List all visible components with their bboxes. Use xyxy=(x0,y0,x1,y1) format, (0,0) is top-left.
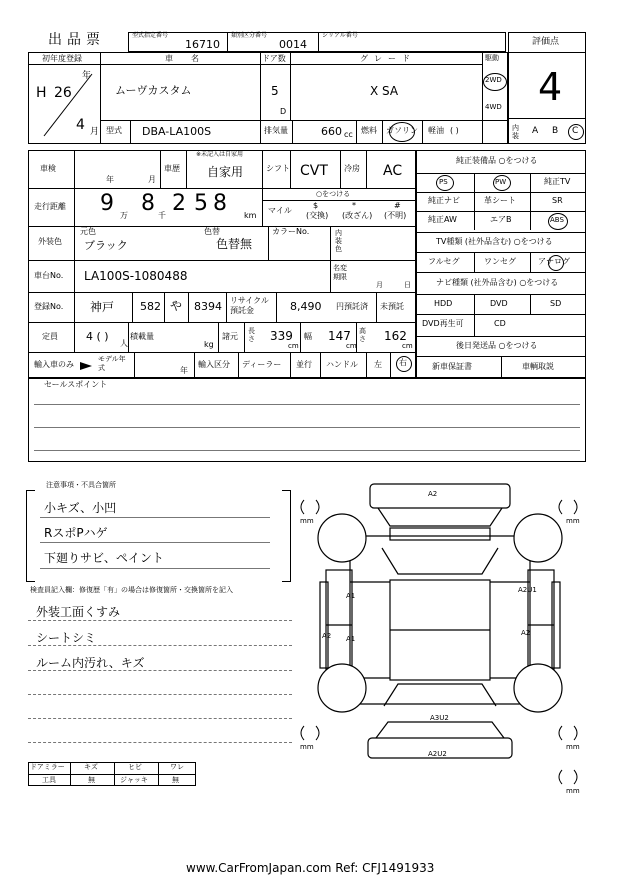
drive-2wd: 2WD xyxy=(485,76,502,84)
load-label: 積載量 xyxy=(130,332,154,341)
disp-label: 排気量 xyxy=(264,126,288,135)
import-dealer: ディーラー xyxy=(242,360,282,369)
model-no: 16710 xyxy=(185,38,220,51)
mark-front-bumper: A2 xyxy=(428,490,438,498)
mileage-label: 走行距離 xyxy=(34,202,66,211)
tv-oneseg: ワンセグ xyxy=(484,257,516,266)
grade-label: グレード xyxy=(360,54,416,63)
caution-line-2: RスポPハゲ xyxy=(44,526,108,540)
mileage-digit-2: 8 xyxy=(141,191,155,216)
car-damage-diagram xyxy=(290,470,590,790)
first-reg-era: H xyxy=(36,85,47,101)
reg-label: 登録No. xyxy=(34,302,64,311)
mileage-digit-5: 8 xyxy=(213,191,227,216)
docs-warranty: 新車保証書 xyxy=(432,362,472,371)
legend-v4: 無 xyxy=(172,776,179,784)
docs-manual: 車輌取説 xyxy=(522,362,554,371)
capacity-unit: 人 xyxy=(120,339,128,348)
ac-value: AC xyxy=(383,163,403,179)
name-change-day: 日 xyxy=(404,281,411,289)
mileage-digit-3: 2 xyxy=(172,191,186,216)
mark-right-rear: A2 xyxy=(521,629,531,637)
shift-label: シフト xyxy=(266,164,290,173)
capacity-label: 定員 xyxy=(42,332,58,341)
model-year-label: モデル年式 xyxy=(98,355,126,372)
tire-fl-unit: mm xyxy=(300,517,314,525)
fuel-diesel: 軽油 xyxy=(428,126,444,135)
legend-h2: キズ xyxy=(84,763,98,771)
oem-title: 純正装備品 ○をつける xyxy=(456,156,538,165)
legend-v3: ジャッキ xyxy=(120,776,148,784)
tv-analog: アナログ xyxy=(538,257,570,266)
car-name: ムーヴカスタム xyxy=(115,84,192,97)
fuel-gasoline: ガソリン xyxy=(386,126,418,135)
width-value: 147 xyxy=(328,329,351,343)
import-type-label: 輸入区分 xyxy=(198,360,230,369)
navi-sd: SD xyxy=(550,299,562,308)
chassis-label: 車台No. xyxy=(34,271,64,280)
score-value: 4 xyxy=(538,65,563,109)
model-year-unit: 年 xyxy=(180,366,188,375)
model-value: DBA-LA100S xyxy=(142,125,212,138)
mark-left-rear: A1 xyxy=(346,635,356,643)
height-label: 高さ xyxy=(359,327,366,343)
meter-note: ○をつける xyxy=(316,190,351,198)
caution-line-3: 下廻りサビ、ペイント xyxy=(44,551,164,565)
mark-rear-glass: A3U2 xyxy=(430,714,449,722)
caution-bracket-left xyxy=(26,490,35,582)
mark-right-front: A2U1 xyxy=(518,586,537,594)
color-code-label: カラーNo. xyxy=(272,227,310,236)
name-change-label: 名変期限 xyxy=(333,264,347,281)
diagonal-slash xyxy=(40,70,96,140)
color-label: 外装色 xyxy=(38,237,62,246)
equip-airbag: エアB xyxy=(490,215,512,224)
shift-value: CVT xyxy=(300,163,328,179)
sheet-title: 出品票 xyxy=(48,32,105,48)
length-value: 339 xyxy=(270,329,293,343)
tire-rl-unit: mm xyxy=(300,743,314,751)
doors-suffix: D xyxy=(280,107,287,116)
details-table xyxy=(28,150,416,378)
inspection-label: 車検 xyxy=(40,164,56,173)
steering-label: ハンドル xyxy=(326,360,358,369)
reg-area: 神戸 xyxy=(90,300,115,314)
equip-pw: PW xyxy=(495,178,507,186)
navi-cd: CD xyxy=(494,319,506,328)
meter-exchange-mark: $ xyxy=(313,201,319,210)
dim-label: 諸元 xyxy=(222,332,238,341)
import-label: 輸入車のみ xyxy=(34,360,74,369)
legend-h4: ワレ xyxy=(170,763,184,771)
model-label: 型式 xyxy=(106,126,122,135)
navi-hdd: HDD xyxy=(434,299,453,308)
color-value: ブラック xyxy=(84,239,128,252)
mileage-digit-4: 5 xyxy=(194,191,208,216)
mileage-digit-1: 9 xyxy=(100,191,114,216)
drive-label: 駆動 xyxy=(485,54,499,62)
caution-label: 注意事項・不具合箇所 xyxy=(46,481,116,489)
name-change-month: 月 xyxy=(376,281,383,289)
mark-left-side: A2 xyxy=(322,632,332,640)
navi-dvd-play: DVD再生可 xyxy=(422,319,464,328)
score-label: 評価点 xyxy=(532,37,560,47)
recycle-amount: 8,490 xyxy=(290,300,322,313)
chassis-value: LA100S-1080488 xyxy=(84,269,188,283)
recycle-suffix: 円預託済 xyxy=(336,302,368,311)
arrow-right-icon xyxy=(80,362,92,370)
length-label: 長さ xyxy=(248,327,255,343)
steering-right: 右 xyxy=(399,358,407,367)
reg-class: 582 xyxy=(140,300,161,313)
mileage-unit-km: km xyxy=(244,211,257,220)
usage-note: ※未記入は自家用 xyxy=(196,151,244,158)
mark-rear-bumper: A2U2 xyxy=(428,750,447,758)
first-reg-year: 26 xyxy=(54,85,72,101)
import-parallel: 並行 xyxy=(296,360,312,369)
usage-value: 自家用 xyxy=(207,165,244,179)
height-unit: cm xyxy=(402,342,413,350)
navi-dvd: DVD xyxy=(490,299,508,308)
equip-tv: 純正TV xyxy=(544,177,571,186)
ac-label: 冷房 xyxy=(344,164,360,173)
width-unit: cm xyxy=(346,342,357,350)
equip-leather: 革シート xyxy=(484,196,516,205)
color-change-label: 色替 xyxy=(204,227,220,236)
equip-abs: ABS xyxy=(550,216,564,224)
docs-title: 後日発送品 ○をつける xyxy=(456,341,538,350)
reg-number: 8394 xyxy=(194,300,222,313)
usage-label: 車歴 xyxy=(164,164,180,173)
car-name-label: 車名 xyxy=(165,54,217,63)
tire-spare-unit: mm xyxy=(566,787,580,795)
inspection-year-unit: 年 xyxy=(106,175,114,184)
reg-kana: や xyxy=(170,299,183,313)
first-reg-month-unit: 月 xyxy=(90,127,100,137)
load-unit: kg xyxy=(204,340,214,349)
navi-title: ナビ種類 (社外品含む) ○をつける xyxy=(436,278,559,287)
capacity-value: 4 ( ) xyxy=(86,330,109,343)
mileage-unit-sen: 千 xyxy=(158,211,166,220)
sales-label: セールスポイント xyxy=(44,380,108,389)
width-label: 幅 xyxy=(304,332,312,341)
category-label: 類別区分番号 xyxy=(231,32,268,39)
first-reg-label: 初年度登録 xyxy=(42,54,82,63)
inspector-line-2: シートシミ xyxy=(36,631,97,645)
grade-value: X SA xyxy=(370,84,399,98)
meter-unknown: (不明) xyxy=(384,211,407,220)
inspection-month-unit: 月 xyxy=(148,175,156,184)
legend-h1: ドアミラー xyxy=(30,763,65,771)
legend-h3: ヒビ xyxy=(128,763,142,771)
meter-tamper-mark: * xyxy=(352,201,356,210)
interior-label: 内装 xyxy=(512,124,519,140)
meter-tamper: (改ざん) xyxy=(342,211,373,220)
color-change-value: 色替無 xyxy=(216,237,253,251)
tire-rr-unit: mm xyxy=(566,743,580,751)
steering-left: 左 xyxy=(374,360,382,369)
equip-aw: 純正AW xyxy=(428,215,457,224)
height-value: 162 xyxy=(384,329,407,343)
interior-a: A xyxy=(532,126,539,136)
equip-navi: 純正ナビ xyxy=(428,196,460,205)
tv-title: TV種類 (社外品含む) ○をつける xyxy=(436,237,553,246)
meter-unknown-mark: # xyxy=(394,201,401,210)
mileage-unit-man: 万 xyxy=(120,211,128,220)
disp-value: 660 xyxy=(321,125,342,138)
category-no: 0014 xyxy=(279,38,307,51)
model-no-label: 型式指定番号 xyxy=(132,32,169,39)
equip-sr: SR xyxy=(552,196,563,205)
length-unit: cm xyxy=(288,342,299,350)
inspector-line-1: 外装工面くすみ xyxy=(36,605,121,619)
first-reg-year-unit: 年 xyxy=(82,71,92,81)
meter-exchange: (交換) xyxy=(306,211,329,220)
inspector-line-3: ルーム内汚れ、キズ xyxy=(36,656,145,670)
orig-color-label: 元色 xyxy=(80,227,96,236)
doors-label: ドア数 xyxy=(262,54,286,63)
recycle-label: リサイクル預託金 xyxy=(230,296,269,315)
serial-label: シリアル番号 xyxy=(322,32,358,39)
tv-fullseg: フルセグ xyxy=(428,257,460,266)
fuel-label: 燃料 xyxy=(361,126,377,135)
recycle-unpaid: 未預託 xyxy=(380,302,404,311)
legend-v2: 無 xyxy=(88,776,95,784)
inspector-label: 検査員記入欄：修復歴「有」の場合は修復箇所・交換箇所を記入 xyxy=(30,586,233,594)
int-color-label: 内装色 xyxy=(335,229,342,253)
drive-4wd: 4WD xyxy=(485,103,502,111)
doors-value: 5 xyxy=(271,84,279,98)
fuel-other: ( ) xyxy=(450,126,459,135)
caution-line-1: 小キズ、小凹 xyxy=(44,501,117,515)
disp-unit: cc xyxy=(344,130,353,139)
mark-left-front: A1 xyxy=(346,592,356,600)
interior-b: B xyxy=(552,126,559,136)
equip-ps: PS xyxy=(439,178,448,186)
footer-watermark: www.CarFromJapan.com Ref: CFJ1491933 xyxy=(186,861,435,875)
interior-c: C xyxy=(572,126,579,136)
legend-v1: 工具 xyxy=(42,776,56,784)
first-reg-month: 4 xyxy=(76,117,85,133)
tire-fr-unit: mm xyxy=(566,517,580,525)
meter-mile: マイル xyxy=(268,206,292,215)
